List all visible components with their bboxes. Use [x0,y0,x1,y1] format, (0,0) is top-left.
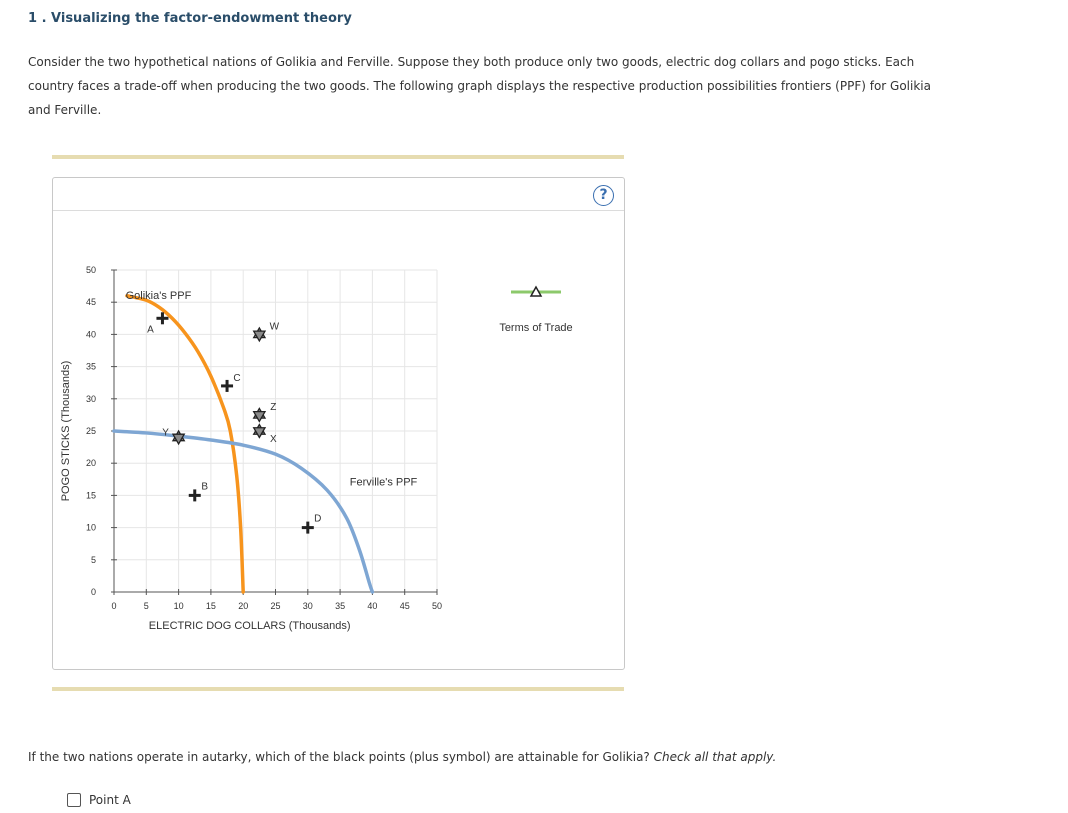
legend [499,287,572,334]
x-tick-label: 10 [173,601,184,611]
y-tick-label: 20 [85,458,96,469]
question-heading: 1 . Visualizing the factor-endowment theory [28,11,352,26]
plus-bar-v [161,312,164,324]
ferville-ppf-label: Ferville's PPF [349,476,418,489]
point-d-plus-icon[interactable] [302,522,314,534]
x-tick-label: 5 [143,601,149,611]
terms-of-trade-label: Terms of Trade [499,322,573,334]
x-tick-label: 45 [399,601,410,611]
plus-bar-v [193,489,196,501]
point-label: B [201,481,209,493]
question-text: If the two nations operate in autarky, which of the black points (plus symbol) are attainable for Golikia? [28,750,650,764]
x-tick-label: 30 [302,601,313,611]
y-tick-label: 15 [85,490,96,501]
x-axis-label: ELECTRIC DOG COLLARS (Thousands) [148,620,351,632]
x-tick-label: 35 [335,601,346,611]
y-tick-label: 35 [85,361,96,372]
golikia-ppf-line[interactable] [127,296,243,592]
point-label: C [233,372,241,384]
y-tick-label: 45 [85,297,96,308]
option-label: Point A [89,793,131,807]
point-label: Y [162,427,169,439]
plus-bar-v [226,380,229,392]
y-axis-label: POGO STICKS (Thousands) [60,360,72,502]
x-tick-label: 0 [111,601,117,611]
bottom-divider [52,687,624,691]
x-tick-label: 20 [238,601,249,611]
point-label: X [270,434,277,445]
y-tick-label: 40 [85,329,96,340]
point-c-plus-icon[interactable] [221,380,233,392]
point-w-star-icon[interactable] [254,328,265,341]
tick-labels [86,265,442,611]
y-tick-label: 50 [85,265,96,275]
y-tick-label: 30 [85,393,96,404]
y-tick-label: 5 [90,554,96,565]
plus-bar-v [306,522,309,534]
point-label: D [314,513,322,525]
point-y-star-icon[interactable] [173,431,184,444]
option-point-a[interactable] [67,793,131,807]
point-label: Z [270,401,277,413]
golikia-ppf-label: Golikia's PPF [125,289,192,302]
points [147,312,321,533]
help-icon[interactable]: ? [593,185,614,206]
point-label: A [147,324,154,336]
intro-paragraph: Consider the two hypothetical nations of Golikia and Ferville. Suppose they both produce only two goods, electric dog collars and pogo sticks. Each country faces a trade-off when producing the two goods. The following graph displays the respective production possibilities frontiers (PPF) for Golikia and Ferville. [28,55,931,117]
x-tick-label: 25 [270,601,281,611]
x-tick-label: 15 [205,601,216,611]
point-b-plus-icon[interactable] [189,489,201,501]
y-tick-label: 0 [90,587,96,597]
question-instruction: Check all that apply. [653,750,777,764]
point-x-star-icon[interactable] [254,425,265,438]
question [28,750,776,764]
checkbox[interactable] [67,793,81,807]
point-z-star-icon[interactable] [254,408,265,421]
top-divider [52,155,624,159]
y-tick-label: 25 [85,426,96,436]
y-tick-label: 10 [85,522,96,533]
point-label: W [269,321,280,333]
x-tick-label: 40 [367,601,378,611]
ppf-chart [53,178,624,669]
x-tick-label: 50 [431,601,443,611]
graph-panel [52,177,625,670]
